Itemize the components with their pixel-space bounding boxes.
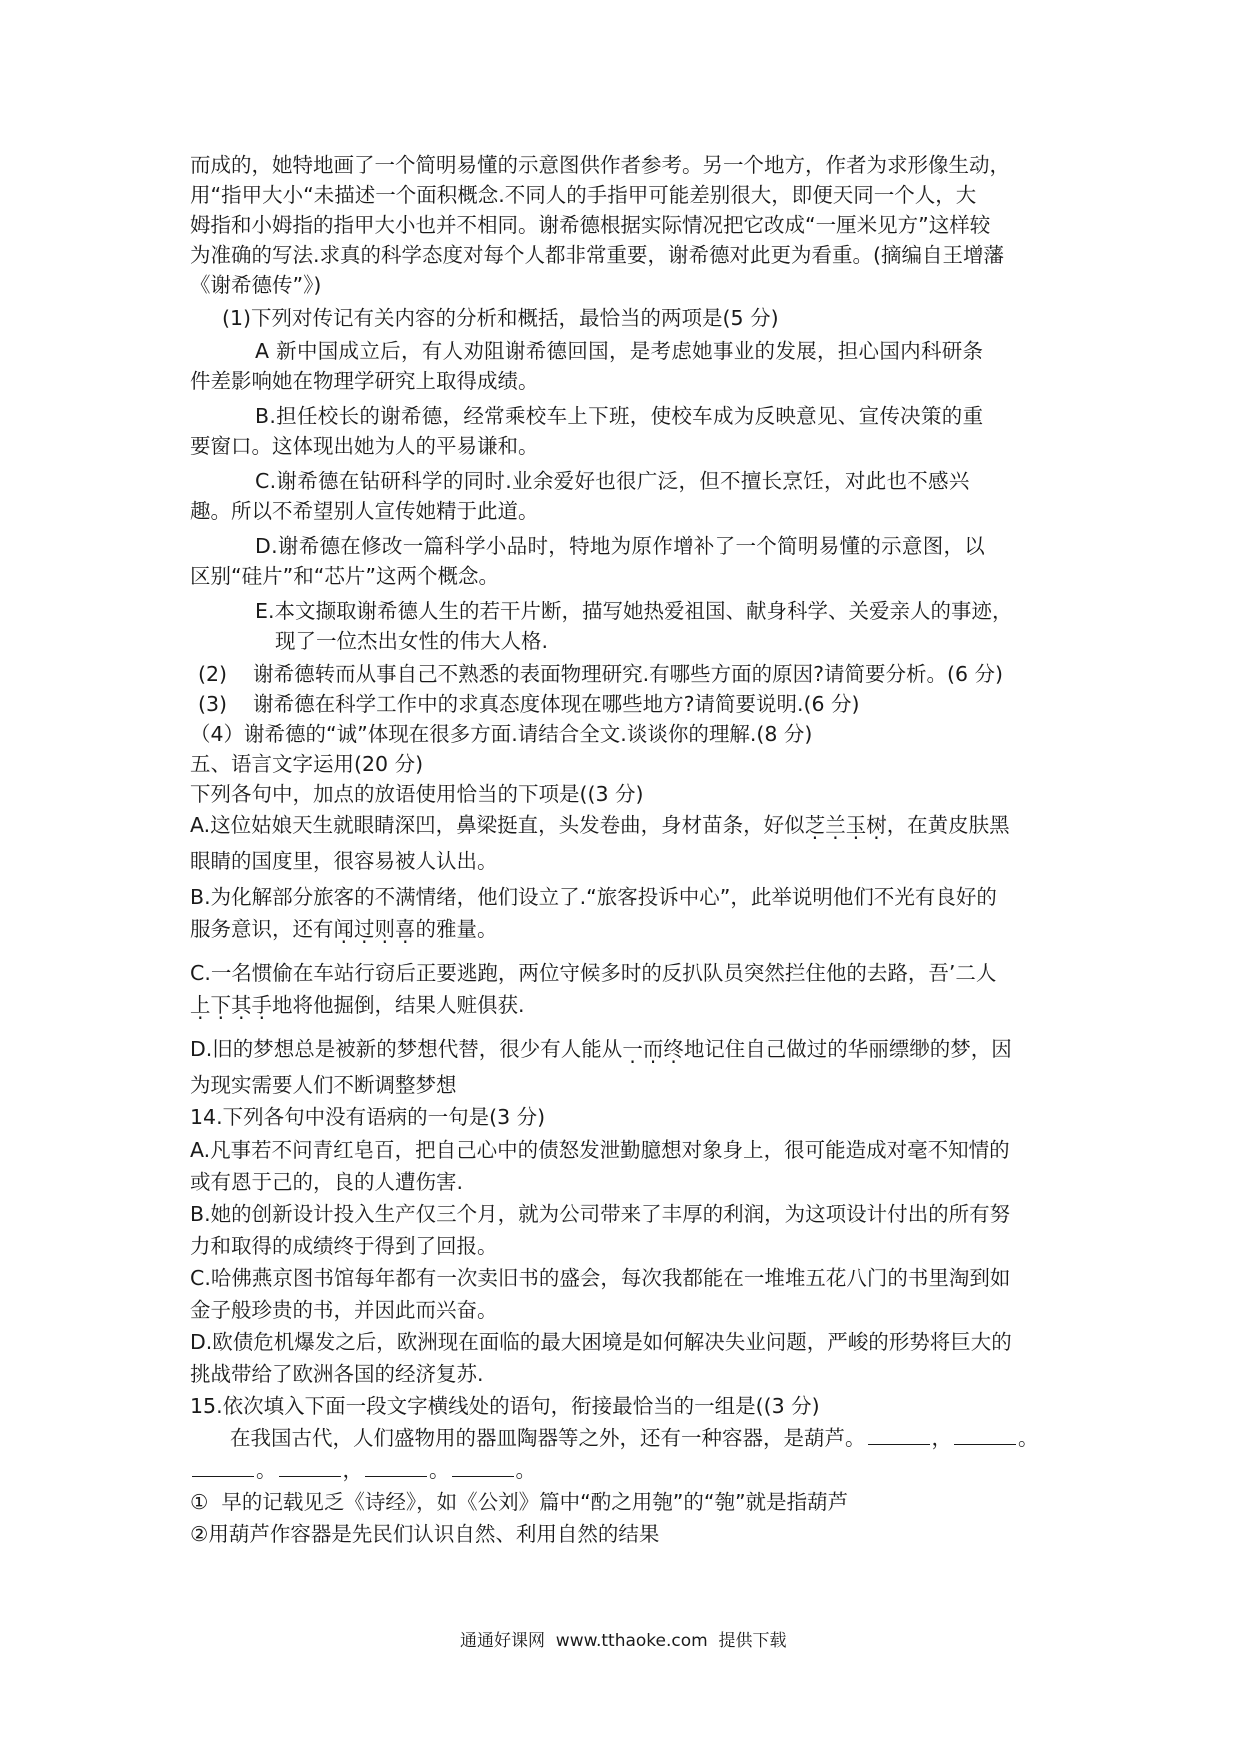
answer-blank <box>192 1458 254 1477</box>
passage-line-5: 《谢希德传”》) <box>190 273 322 297</box>
dotted-char: 树 <box>866 813 887 837</box>
dotted-char: 而 <box>642 1037 664 1061</box>
passage-line-4: 为准确的写法.求真的科学态度对每个人都非常重要，谢希德对此更为看重。(摘编自王增藩 <box>190 243 1005 267</box>
q15-item-1: ① 早的记载见乏《诗经》，如《公刘》篇中“酌之用匏”的“匏”就是指葫芦 <box>190 1490 849 1514</box>
q15-intro-line: 在我国古代，人们盛物用的器皿陶器等之外，还有一种容器，是葫芦。 ， 。 <box>230 1426 1039 1450</box>
q13-option-d-line-1: D.旧的梦想总是被新的梦想代替，很少有人能从一而终地记住自己做过的华丽缥缈的梦，因 <box>190 1034 1012 1064</box>
q13-option-c-line-2: 上下其手地将他掘倒，结果人赃俱获. <box>190 990 525 1020</box>
dotted-char: 其 <box>231 993 252 1017</box>
question-13-stem: 下列各句中，加点的放语使用恰当的下项是((3 分) <box>190 782 644 806</box>
q1-option-d-line-2: 区别“硅片”和“芯片”这两个概念。 <box>190 564 499 588</box>
answer-blank <box>954 1426 1016 1445</box>
section-5-title: 五、语言文字运用(20 分) <box>190 752 424 776</box>
q1-option-b-line-2: 要窗口。这体现出她为人的平易谦和。 <box>190 434 539 458</box>
q13-option-d-line-2: 为现实需要人们不断调整梦想 <box>190 1073 457 1097</box>
q13-option-a-line-1: A.这位姑娘天生就眼睛深凹，鼻梁挺直，头发卷曲，身材苗条，好似芝兰玉树，在黄皮肤黑 <box>190 810 1010 840</box>
passage-line-1: 而成的，她特地画了一个简明易懂的示意图供作者参考。另一个地方，作者为求形像生动， <box>190 153 1010 177</box>
dotted-char: 终 <box>663 1037 684 1061</box>
answer-blank <box>868 1426 930 1445</box>
dotted-char: 下 <box>210 993 231 1017</box>
question-2: (2) 谢希德转而从事自己不熟悉的表面物理研究.有哪些方面的原因?请简要分析。(6 分) <box>198 662 1004 686</box>
question-4: （4）谢希德的“诚”体现在很多方面.请结合全文.谈谈你的理解.(8 分) <box>190 722 813 746</box>
q14-line: C.哈佛燕京图书馆每年都有一次卖旧书的盛会，每次我都能在一堆堆五花八门的书里淘到如 <box>190 1266 1011 1290</box>
q14-line: 金子般珍贵的书，并因此而兴奋。 <box>190 1298 498 1322</box>
q15-item-2: ②用葫芦作容器是先民们认识自然、利用自然的结果 <box>190 1522 660 1546</box>
q1-option-e-line-2: 现了一位杰出女性的伟大人格. <box>275 629 549 653</box>
question-15-stem: 15.依次填入下面一段文字横线处的语句，衔接最恰当的一组是((3 分) <box>190 1394 820 1418</box>
q1-option-a-line-1: A 新中国成立后，有人劝阻谢希德回国，是考虑她事业的发展，担心国内科研条 <box>255 339 984 363</box>
q1-option-b-line-1: B.担任校长的谢希德，经常乘校车上下班，使校车成为反映意见、宣传决策的重 <box>255 404 984 428</box>
dotted-char: 玉 <box>845 813 867 837</box>
dotted-char: 一 <box>622 1037 643 1061</box>
q14-line: D.欧债危机爆发之后，欧洲现在面临的最大困境是如何解决失业问题，严峻的形势将巨大的 <box>190 1330 1012 1354</box>
dotted-char: 喜 <box>395 917 416 941</box>
q15-blanks-line: 。 ， 。 。 <box>190 1455 536 1485</box>
q1-option-d-line-1: D.谢希德在修改一篇科学小品时，特地为原作增补了一个简明易懂的示意图，以 <box>255 534 986 558</box>
dotted-char: 上 <box>190 993 211 1017</box>
answer-blank <box>279 1458 341 1477</box>
question-1-stem: (1)下列对传记有关内容的分析和概括，最恰当的两项是(5 分) <box>222 306 779 330</box>
dotted-char: 兰 <box>825 813 846 837</box>
q1-option-c-line-1: C.谢希德在钻研科学的同时.业余爱好也很广泛，但不擅长烹饪，对此也不感兴 <box>255 469 970 493</box>
q13-option-b-line-1: B.为化解部分旅客的不满情绪，他们设立了.“旅客投诉中心”，此举说明他们不光有良好的 <box>190 885 997 909</box>
q14-line: 或有恩于己的，良的人遭伤害. <box>190 1170 464 1194</box>
q13-option-c-line-1: C.一名惯偷在车站行窃后正要逃跑，两位守候多时的反扒队员突然拦住他的去路，吾’二人 <box>190 961 997 985</box>
page-footer: 通通好课网 www.tthaoke.com 提供下载 <box>460 1631 787 1651</box>
q1-option-e-line-1: E.本文撷取谢希德人生的若干片断，描写她热爱祖国、献身科学、关爱亲人的事迹， <box>255 599 1013 623</box>
passage-line-3: 姆指和小姆指的指甲大小也并不相同。谢希德根据实际情况把它改成“一厘米见方”这样较 <box>190 213 991 237</box>
question-3: (3) 谢希德在科学工作中的求真态度体现在哪些地方?请简要说明.(6 分) <box>198 692 860 716</box>
q1-option-a-line-2: 件差影响她在物理学研究上取得成绩。 <box>190 369 539 393</box>
q13-option-a-line-2: 眼睛的国度里，很容易被人认出。 <box>190 849 498 873</box>
dotted-char: 过 <box>354 917 375 941</box>
dotted-char: 芝 <box>804 813 826 837</box>
q14-line: 挑战带给了欧洲各国的经济复苏. <box>190 1362 484 1386</box>
answer-blank <box>365 1458 427 1477</box>
question-14-stem: 14.下列各句中没有语病的一句是(3 分) <box>190 1105 546 1129</box>
passage-line-2: 用“指甲大小“未描述一个面积概念.不同人的手指甲可能差别很大，即便天同一个人，大 <box>190 183 977 207</box>
q1-option-c-line-2: 趣。所以不希望别人宣传她精于此道。 <box>190 499 539 523</box>
q13-option-b-line-2: 服务意识，还有闻过则喜的雅量。 <box>190 914 498 944</box>
dotted-char: 则 <box>374 917 395 941</box>
q14-line: A.凡事若不问青红皂百，把自己心中的债怒发泄勤臆想对象身上，很可能造成对毫不知情的 <box>190 1138 1010 1162</box>
q14-line: 力和取得的成绩终于得到了回报。 <box>190 1234 498 1258</box>
dotted-char: 闻 <box>333 917 354 941</box>
dotted-char: 手 <box>251 993 272 1017</box>
q14-line: B.她的创新设计投入生产仅三个月，就为公司带来了丰厚的利润，为这项设计付出的所有努 <box>190 1202 1011 1226</box>
answer-blank <box>452 1458 514 1477</box>
